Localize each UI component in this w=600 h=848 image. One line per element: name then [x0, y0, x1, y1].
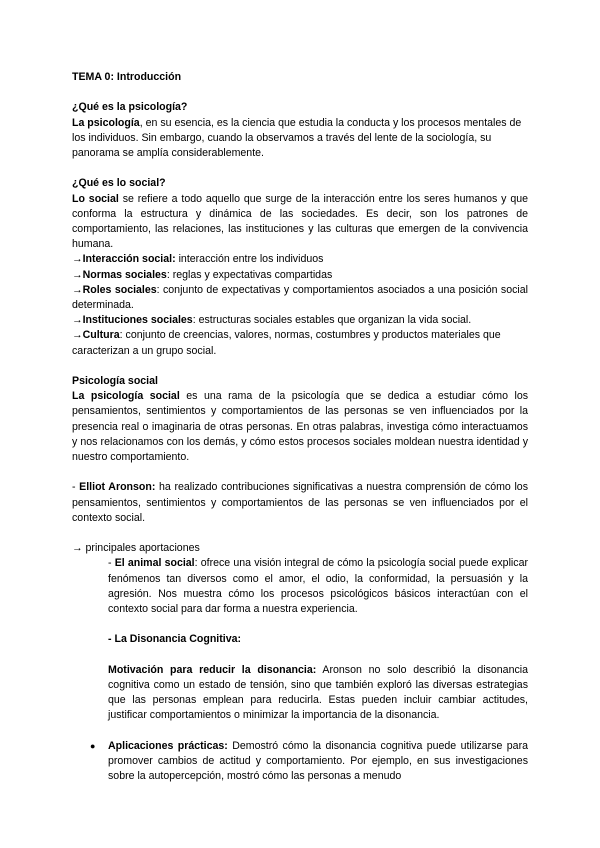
arrow-icon: →: [72, 268, 83, 281]
term-roles: Roles sociales: [82, 283, 157, 296]
text-motivacion: Aronson no solo describió la disonancia cognitiva como un estado de tensión, sino que también exploró las diversas estrategias que las personas emplean para reducirla. Estas pueden incluir cambiar actitudes, justificar comportamientos o minimizar la importancia de la disonancia.: [108, 663, 529, 722]
arrow-icon: →: [72, 253, 83, 266]
text-aplicaciones: Demostró cómo la disonancia cognitiva puede utilizarse para promover cambios de actitud y comportamiento. Por ejemplo, en sus investigaciones sobre la autopercepción, mostró cómo las personas a menudo: [108, 739, 528, 783]
paragraph-psicologia: [72, 116, 528, 162]
arrow-icon: →: [72, 283, 83, 296]
section-heading-psicologia-social: Psicología social: [72, 375, 158, 388]
bullet-icon: ●: [90, 740, 96, 751]
text-psicologia-social: es una rama de la psicología que se dedica a estudiar cómo los pensamientos, sentimientos y comportamientos de las personas se ven influenciados por la presencia real o imaginaria de otras personas. En otras palabras, investiga cómo interactuamos y nos relacionamos con los demás, y cómo estos procesos sociales moldean nuestra identidad y nuestro comportamiento.: [72, 390, 529, 464]
term-psicologia: La psicología: [72, 116, 140, 129]
list-item-instituciones: [72, 313, 528, 328]
term-aplicaciones: Aplicaciones prácticas:: [108, 739, 228, 752]
desc-interaccion: interacción entre los individuos: [175, 253, 324, 266]
term-animal-social: El animal social: [114, 557, 195, 570]
list-item-roles: [72, 283, 528, 313]
document-page: [72, 70, 528, 784]
term-aronson: Elliot Aronson:: [79, 481, 156, 494]
dash-prefix: -: [108, 557, 115, 570]
desc-normas: : reglas y expectativas compartidas: [166, 268, 333, 281]
section-heading-social: ¿Qué es lo social?: [72, 177, 166, 190]
paragraph-aplicaciones: [108, 739, 528, 785]
text-psicologia: , en su esencia, es la ciencia que estudia la conducta y los procesos mentales de los individuos. Sin embargo, cuando la observamos a través del lente de la sociología, su panorama se amplía considerablemente.: [72, 116, 522, 159]
text-animal-social: : ofrece una visión integral de cómo la psicología social puede explicar fenómenos tan diversos como el amor, el odio, la conformidad, la persuasión y la agresión. Nos muestra cómo los procesos psicológicos básicos interactúan con el contexto social para dar forma a nuestra experiencia.: [108, 557, 528, 616]
list-item-normas: [72, 268, 528, 283]
bullet-aplicaciones: [90, 739, 528, 785]
text-lo-social: se refiere a todo aquello que surge de la interacción entre los seres humanos y que conforma la estructura y dinámica de las sociedades. Es decir, son los patrones de comportamiento, las relaciones, las instituciones y las culturas que emergen de la convivencia humana.: [72, 192, 528, 251]
paragraph-social: [72, 192, 528, 253]
term-instituciones: Instituciones sociales: [82, 314, 193, 327]
desc-cultura: : conjunto de creencias, valores, normas, costumbres y productos materiales que caracterizan a un grupo social.: [72, 329, 501, 357]
desc-instituciones: : estructuras sociales estables que organizan la vida social.: [192, 314, 472, 327]
paragraph-animal-social: [108, 556, 528, 617]
term-interaccion: Interacción social:: [82, 253, 176, 266]
paragraph-aronson: [72, 480, 528, 526]
term-lo-social: Lo social: [72, 192, 119, 205]
paragraph-psicologia-social: [72, 389, 528, 465]
document-title: TEMA 0: Introducción: [72, 71, 182, 83]
desc-roles: : conjunto de expectativas y comportamientos asociados a una posición social determinada.: [72, 283, 529, 312]
paragraph-motivacion: [108, 663, 528, 724]
aportaciones-label: → principales aportaciones: [72, 542, 200, 555]
arrow-icon: →: [72, 314, 83, 327]
section-heading-psicologia: ¿Qué es la psicología?: [72, 101, 188, 114]
term-cultura: Cultura: [82, 329, 120, 342]
term-psicologia-social: La psicología social: [72, 390, 180, 403]
term-normas: Normas sociales: [82, 268, 167, 281]
arrow-icon: →: [72, 329, 83, 342]
dash-prefix: -: [72, 481, 80, 494]
text-aronson: ha realizado contribuciones significativas a nuestra comprensión de cómo los pensamientos, sentimientos y comportamientos de las personas se ven influenciados por el contexto social.: [72, 481, 528, 524]
heading-disonancia: - La Disonancia Cognitiva:: [108, 633, 242, 646]
list-item-interaccion: [72, 252, 528, 267]
list-item-cultura: [72, 328, 528, 358]
term-motivacion: Motivación para reducir la disonancia:: [108, 663, 317, 676]
